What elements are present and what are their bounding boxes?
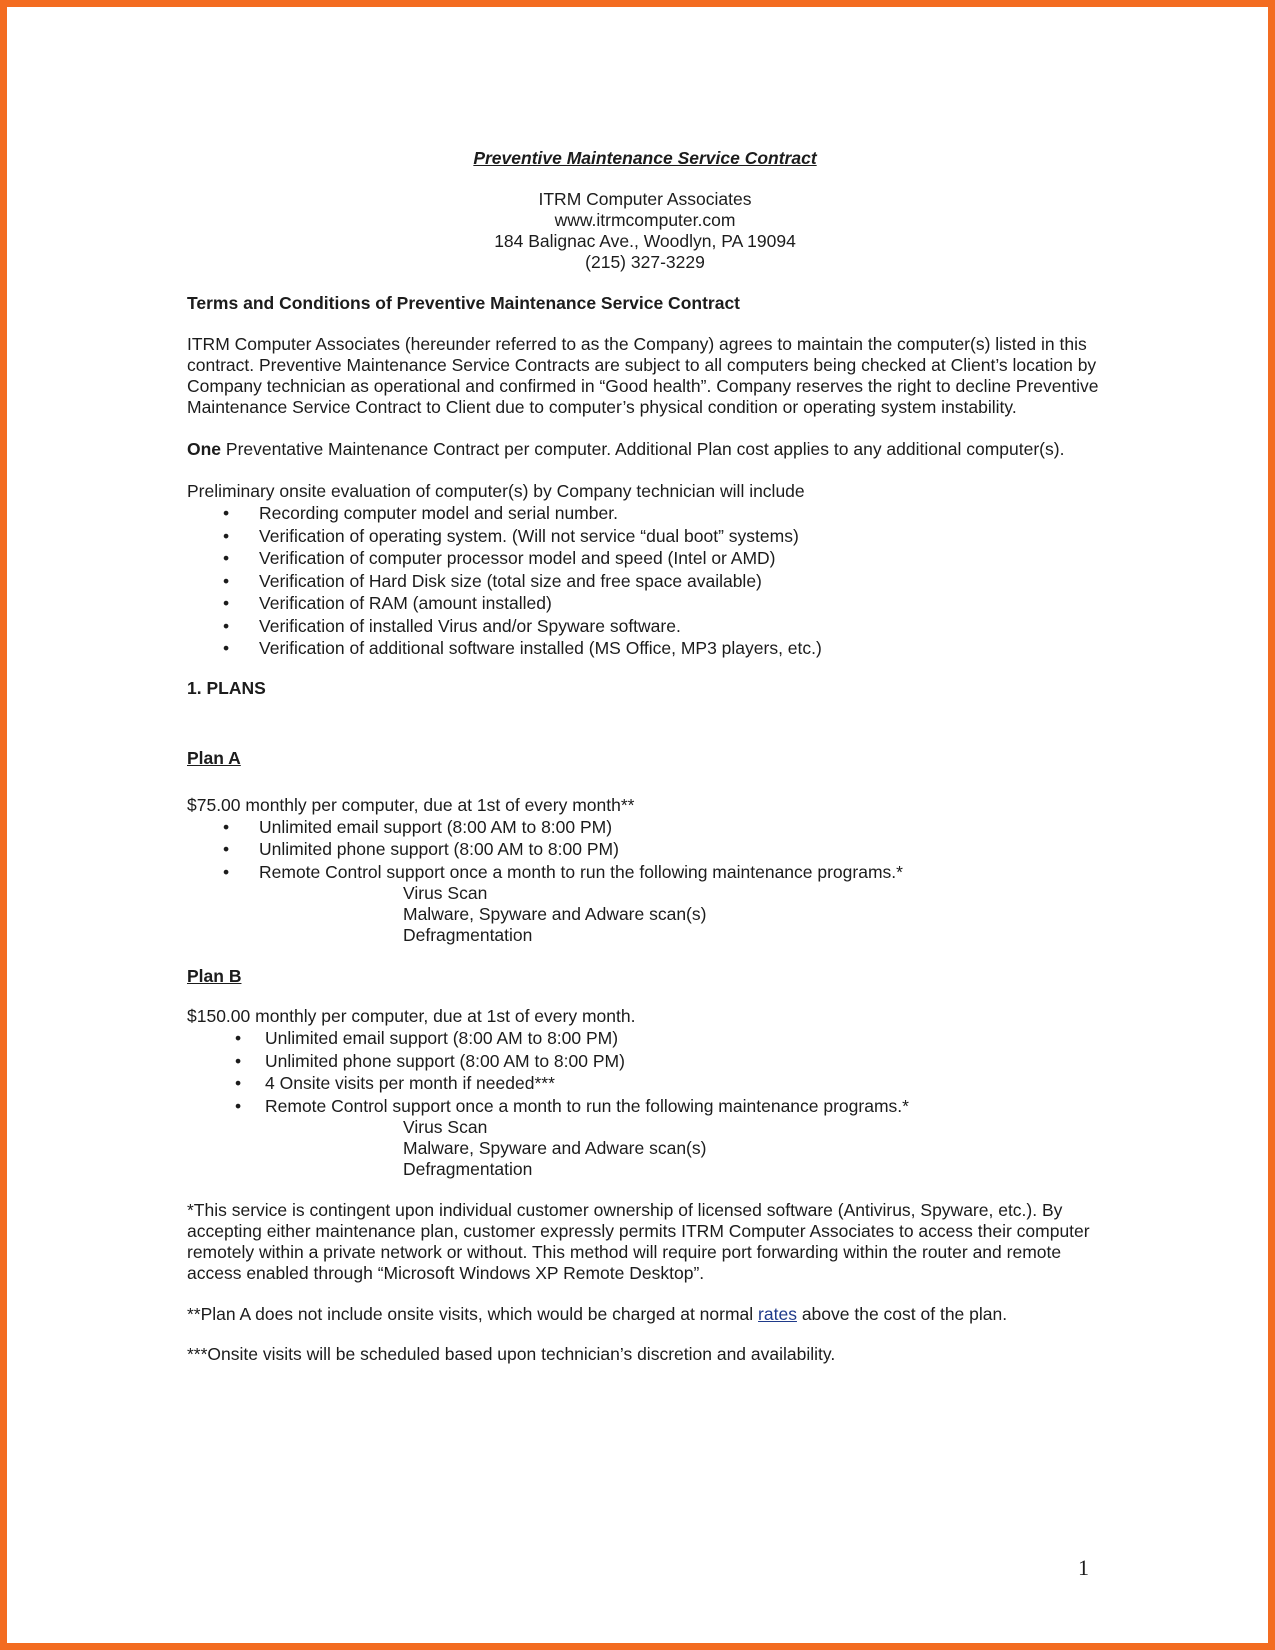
bullet-icon: • [235,1050,242,1071]
plan-b-item [187,1072,1107,1095]
bullet-icon: • [223,839,230,859]
evaluation-item-text: Verification of computer processor model and speed (Intel or AMD) [259,548,776,568]
evaluation-item [187,637,1107,660]
company-info [185,189,1105,273]
plan-a-item-text: Unlimited email support (8:00 AM to 8:00 PM) [259,816,613,837]
bullet-icon: • [235,1028,242,1048]
maintenance-program: Malware, Spyware and Adware scan(s) [403,904,707,924]
evaluation-item-text: Verification of RAM (amount installed) [259,593,552,613]
bullet-icon: • [223,570,230,591]
bullet-icon: • [235,1095,242,1116]
plan-a-price: $75.00 monthly per computer, due at 1st of every month** [187,794,635,815]
bullet-icon: • [223,861,230,882]
evaluation-item-text: Verification of installed Virus and/or Spyware software. [259,615,681,636]
terms-heading: Terms and Conditions of Preventive Maintenance Service Contract [187,293,741,313]
one-contract-paragraph [187,439,1107,460]
maintenance-program: Defragmentation [403,1159,533,1179]
footnote-plan-a-tail: above the cost of the plan. [796,1304,1008,1324]
footnote-plan-a [187,1304,1107,1325]
plan-b-item [187,1095,1107,1118]
plan-b-programs [187,1117,1107,1180]
plan-b-price: $150.00 monthly per computer, due at 1st of every month. [187,1006,636,1026]
plan-a-item-text: Remote Control support once a month to run the following maintenance programs.* [259,861,903,882]
bullet-icon: • [223,816,230,837]
company-address: 184 Balignac Ave., Woodlyn, PA 19094 [494,231,796,251]
bullet-icon: • [223,503,230,523]
plan-b-list [187,1027,1107,1117]
evaluation-item [187,615,1107,638]
company-website: www.itrmcomputer.com [554,210,736,230]
company-phone: (215) 327-3229 [585,252,705,272]
document-title: Preventive Maintenance Service Contract [473,148,817,168]
footnote-onsite: ***Onsite visits will be scheduled based upon technician’s discretion and availability. [187,1344,836,1364]
plan-b-item [187,1050,1107,1073]
evaluation-item-text: Verification of Hard Disk size (total size and free space available) [259,570,762,591]
plan-b-item-text: Unlimited phone support (8:00 AM to 8:00 PM) [265,1050,625,1071]
plans-heading: 1. PLANS [187,677,266,698]
evaluation-item [187,570,1107,593]
intro-paragraph: ITRM Computer Associates (hereunder referred to as the Company) agrees to maintain the computer(s) listed in this contract. Preventive Maintenance Service Contracts are subject to all computers being checked at Client’s location by Company technician as operational and confirmed in “Good health”. Company reserves the right to decline Preventive Maintenance Service Contract to Client due to computer’s physical condition or operating system instability. [187,334,1099,417]
footnote-service: *This service is contingent upon individual customer ownership of licensed software (Antivirus, Spyware, etc.). By accepting either maintenance plan, customer expressly permits ITRM Computer Associates to access their computer remotely within a private network or without. This method will require port forwarding within the router and remote access enabled through “Microsoft Windows XP Remote Desktop”. [187,1200,1090,1283]
plan-a-item-text: Unlimited phone support (8:00 AM to 8:00 PM) [259,839,619,859]
bullet-icon: • [223,638,230,658]
company-name: ITRM Computer Associates [538,189,752,209]
plan-a-title: Plan A [187,747,241,768]
evaluation-item-text: Verification of operating system. (Will not service “dual boot” systems) [259,525,799,546]
plan-a-programs [187,883,1107,946]
one-rest-text: Preventative Maintenance Contract per computer. Additional Plan cost applies to any additional computer(s). [221,439,1065,459]
bullet-icon: • [223,525,230,546]
bullet-icon: • [223,615,230,636]
bullet-icon: • [223,548,230,568]
evaluation-list [187,502,1107,660]
plan-a-item [187,816,1107,839]
rates-link[interactable]: rates [758,1304,797,1324]
one-bold-text: One [187,439,222,459]
plan-b-item [187,1027,1107,1050]
maintenance-program: Virus Scan [403,1117,488,1137]
evaluation-item [187,502,1107,525]
plan-a-item [187,861,1107,884]
maintenance-program: Defragmentation [403,925,533,945]
document-body [187,148,1107,1365]
evaluation-item [187,525,1107,548]
evaluation-intro: Preliminary onsite evaluation of computer(s) by Company technician will include [187,481,805,501]
page-number: 1 [1078,1555,1089,1580]
bullet-icon: • [223,593,230,613]
plan-a-list [187,816,1107,884]
footnote-plan-a-text: **Plan A does not include onsite visits, which would be charged at normal [187,1304,759,1324]
plan-b-title: Plan B [187,966,242,986]
evaluation-item [187,592,1107,615]
evaluation-item [187,547,1107,570]
plan-b-item-text: Unlimited email support (8:00 AM to 8:00 PM) [265,1028,619,1048]
plan-a-item [187,838,1107,861]
plan-b-item-text: 4 Onsite visits per month if needed*** [265,1073,555,1093]
bullet-icon: • [235,1073,242,1093]
maintenance-program: Virus Scan [403,883,488,903]
plan-b-item-text: Remote Control support once a month to run the following maintenance programs.* [265,1095,909,1116]
maintenance-program: Malware, Spyware and Adware scan(s) [403,1138,707,1158]
evaluation-item-text: Recording computer model and serial number. [259,503,618,523]
document-header [185,148,1105,273]
evaluation-item-text: Verification of additional software installed (MS Office, MP3 players, etc.) [259,638,822,658]
